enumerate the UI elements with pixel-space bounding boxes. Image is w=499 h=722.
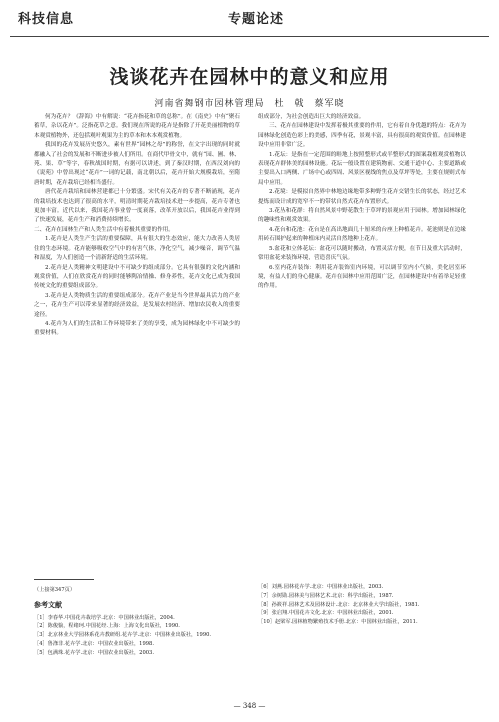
references-heading: 参考文献 xyxy=(34,599,62,609)
body-paragraph: 3.花丛和花群：将自然风景中野花散生于草坪的景观应用于园林。增加园林绿化的趣味性和观赏效果。 xyxy=(258,208,466,224)
body-paragraph: 2.花卉是人类精神文明建设中不可缺少的组成部分。它具有很强的文化内涵和观赏价值，人们在欣赏花卉的同时能够陶冶情操、修身养性，花卉文化已成为我国传统文化的重要组成部分。 xyxy=(34,264,240,290)
article-authors: 河南省舞钢市园林管理局 杜 戟 蔡军晓 xyxy=(154,99,345,109)
reference-item: ［5］包满珠.花卉学.北京：中国农业出版社，2003. xyxy=(34,649,155,656)
left-column xyxy=(34,113,240,583)
body-paragraph: 3.花卉是人类物质生活的重要组成部分。花卉产业是当今世界最具活力的产业之一，花卉生产可以带来显著的经济效益，是发展农村经济、增加农民收入的重要途径。 xyxy=(34,292,240,318)
header-divider xyxy=(10,36,489,37)
body-paragraph: 5.盆花和立体花坛：盆花可以随时搬动，布置灵活方便，在节日及重大活动时，常用盆花来装饰环境，营造喜庆气氛。 xyxy=(258,245,466,262)
section-name: 专题论述 xyxy=(228,12,285,27)
body-paragraph: 6.室内花卉装饰：利用花卉装饰室内环境，可以调节室内小气候，美化居室环境，有益人们的身心健康。花卉在园林中应用范围广泛，在园林建设中有着举足轻重的作用。 xyxy=(258,264,466,290)
body-paragraph: 4.花卉为人们的生活和工作环境带来了美的享受，成为园林绿化中不可缺少的重要材料。 xyxy=(34,320,240,337)
reference-item: ［9］张启翔.中国花卉文化.北京：中国林业出版社，2001. xyxy=(258,610,394,617)
section-heading: 三、花卉在园林建设中发挥着极其重要的作用，它有着自身优越的特点：花卉为园林绿化创造色彩上的美感，四季有花，景观丰富，具有很高的观赏价值。在园林建设中应用非常广泛。 xyxy=(258,123,466,149)
right-column xyxy=(258,113,466,583)
page-number: — 348 — xyxy=(233,702,266,710)
reference-item: ［8］孙筱祥.园林艺术及园林设计.北京：北京林业大学出版社，1981. xyxy=(258,601,420,608)
reference-item: ［1］李春华.中国花卉栽培学.北京：中国林业出版社，2004. xyxy=(34,614,175,621)
body-paragraph: 4.花台和花池：花台是在高出地面几十厘米的台座上种植花卉。花池则是在边缘用砖石围护起来的种植床内灵活自然地种上花卉。 xyxy=(258,226,466,243)
continuation-note: （上接第347页） xyxy=(34,587,76,593)
body-paragraph: 唐代花卉栽培和园林营建都已十分繁盛。宋代有关花卉的专著不断涌现，花卉的栽培技术也达到了很高的水平，明清时期花卉栽培技术进一步提高，花卉专著也更加丰富。近代以来，我国花卉事业曾一度衰落，改革开放以后，我国花卉业得到了快速发展，花卉生产和消费持续增长。 xyxy=(34,189,240,224)
article-title: 浅谈花卉在园林中的意义和应用 xyxy=(109,66,390,88)
body-paragraph: 1.花卉是人类生产生活的重要保障，具有很大的生态效应，能大力改善人类居住的生态环境。花卉能够吸收空气中的有害气体，净化空气，减少噪音，调节气温和湿度，为人们创造一个清新舒适的生活环境。 xyxy=(34,236,240,262)
reference-item: ［6］刘燕.园林花卉学.北京：中国林业出版社，2003. xyxy=(258,584,384,590)
body-paragraph: 2.花境：是模拟自然界中林地边缘地带多种野生花卉交错生长的状态，经过艺术提炼而设计成的宽窄不一的带状自然式花卉布置形式。 xyxy=(258,189,466,205)
body-paragraph: 我国的花卉发展历史悠久，素有世界“园林之母”的称誉，在文字出现的同时就都融入了社会的发展和不断进步被人们所用。在商代甲骨文中，就有“园、圃、林、苑、果、草”等字，春秋战国时期，有据可以讲述，到了秦汉时期，在西汉刘向的《说苑》中曾出现过“花卉”一词的记载，南北朝以后，花卉开始大规模栽培，至隋唐时期，花卉栽培已经相当盛行。 xyxy=(34,142,240,186)
reference-item: ［10］赵梁军.园林植物繁殖技术手册.北京：中国林业出版社，2011. xyxy=(258,619,418,626)
reference-item: ［7］余树勋.园林美与园林艺术.北京：科学出版社，1987. xyxy=(258,592,394,599)
body-paragraph: 何为花卉？《辞海》中有解说：“花卉指花和草的总称”。在《南史》中有“聚石蓄草，杂以花卉”。泛指花草之意。我们现在所说的花卉是指除了开花美丽植物的草本观赏植物外，还包括观叶观果为主的草本和木本观赏植物。 xyxy=(34,114,240,139)
reference-item: ［3］北京林业大学园林系花卉教研组.花卉学.北京：中国林业出版社，1990. xyxy=(34,632,212,639)
section-heading: 二、花卉在园林生产和人类生活中有着极其重要的作用。 xyxy=(34,226,174,233)
references-left xyxy=(34,586,240,658)
journal-name: 科技信息 xyxy=(18,12,75,27)
body-paragraph: 组成部分，为社会创造出巨大的经济效益。 xyxy=(258,114,365,120)
page-header xyxy=(0,0,499,40)
reference-item: ［2］陈俊愉，程绪珂.中国花经.上海：上海文化出版社，1990. xyxy=(34,623,180,630)
reference-item: ［4］鲁涤非.花卉学.北京：中国农业出版社，1998. xyxy=(34,640,155,647)
body-paragraph: 1.花坛：是指在一定范围的畦地上按照整形式或半整形式的图案栽植观赏植物以表现花卉群体美的园林设施。花坛一般设置在建筑物前、交通干道中心、主要道路或主要出入口两侧、广场中心或四周、风景区视线的焦点及草坪等处，主要在规则式布局中应用。 xyxy=(258,151,466,186)
references-right xyxy=(258,583,466,627)
footnote-divider xyxy=(34,579,94,580)
